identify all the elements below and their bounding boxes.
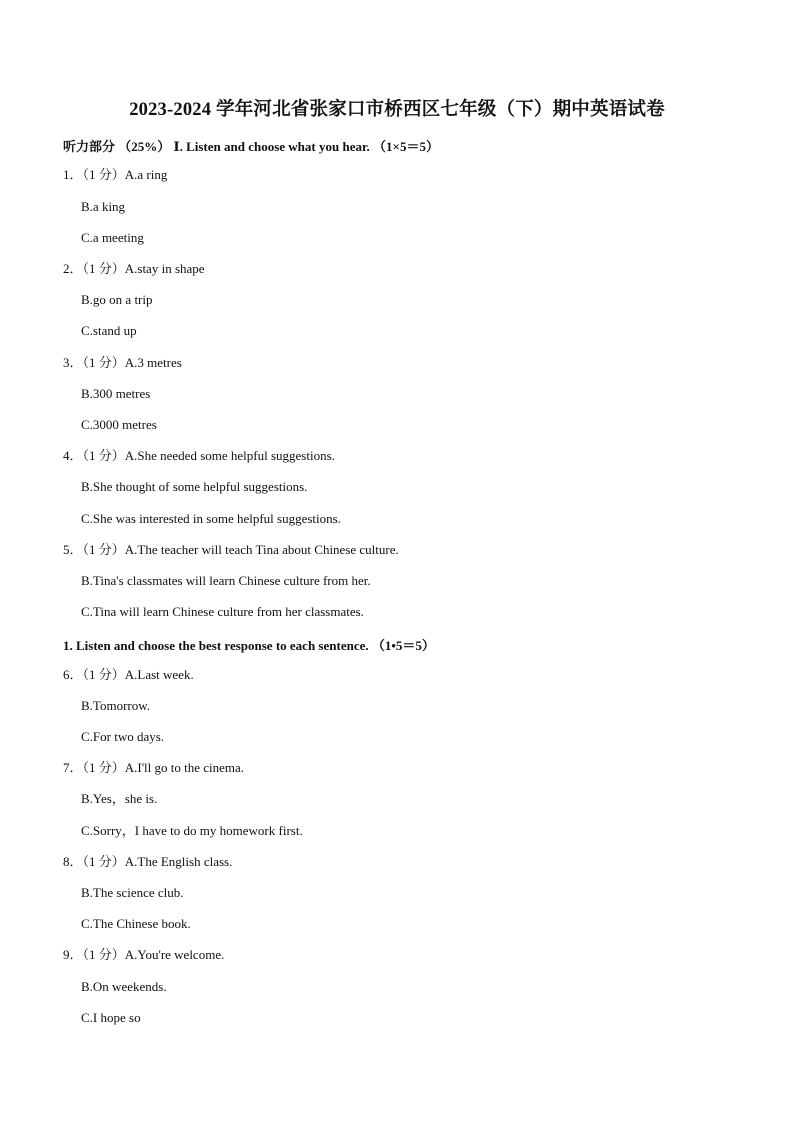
- question-6-option-b: B.Tomorrow.: [81, 698, 151, 713]
- question-3-option-b: B.300 metres: [81, 386, 151, 401]
- exam-title: 2023-2024 学年河北省张家口市桥西区七年级（下）期中英语试卷: [129, 100, 665, 120]
- question-7-option-b: B.Yes，she is.: [81, 791, 158, 806]
- question-2: 2．（1 分）A.stay in shape: [63, 261, 205, 276]
- question-7: 7．（1 分）A.I'll go to the cinema.: [63, 760, 245, 775]
- question-4-option-b: B.She thought of some helpful suggestions.: [81, 479, 308, 494]
- question-1: 1．（1 分）A.a ring: [63, 167, 168, 182]
- question-8-option-b: B.The science club.: [81, 885, 184, 900]
- question-2-option-b: B.go on a trip: [81, 292, 153, 307]
- question-7-option-c: C.Sorry，I have to do my homework first.: [81, 823, 303, 838]
- question-5: 5．（1 分）A.The teacher will teach Tina about Chinese culture.: [63, 542, 399, 557]
- section-heading-listening: 听力部分 （25%） Ⅰ. Listen and choose what you hear. （1×5＝5）: [63, 139, 439, 154]
- question-3: 3．（1 分）A.3 metres: [63, 355, 182, 370]
- question-4-option-c: C.She was interested in some helpful suggestions.: [81, 511, 341, 526]
- question-8: 8．（1 分）A.The English class.: [63, 854, 233, 869]
- question-9: 9．（1 分）A.You're welcome.: [63, 947, 225, 962]
- question-9-option-b: B.On weekends.: [81, 979, 167, 994]
- question-6: 6．（1 分）A.Last week.: [63, 667, 194, 682]
- question-6-option-c: C.For two days.: [81, 729, 165, 744]
- question-1-option-b: B.a king: [81, 199, 126, 214]
- question-9-option-c: C.I hope so: [81, 1010, 141, 1025]
- question-5-option-b: B.Tina's classmates will learn Chinese culture from her.: [81, 573, 371, 588]
- question-5-option-c: C.Tina will learn Chinese culture from her classmates.: [81, 604, 364, 619]
- question-8-option-c: C.The Chinese book.: [81, 916, 191, 931]
- question-1-option-c: C.a meeting: [81, 230, 144, 245]
- question-2-option-c: C.stand up: [81, 323, 137, 338]
- section-heading-responses: 1. Listen and choose the best response to each sentence. （1•5＝5）: [63, 638, 435, 653]
- question-4: 4．（1 分）A.She needed some helpful suggestions.: [63, 448, 335, 463]
- question-3-option-c: C.3000 metres: [81, 417, 157, 432]
